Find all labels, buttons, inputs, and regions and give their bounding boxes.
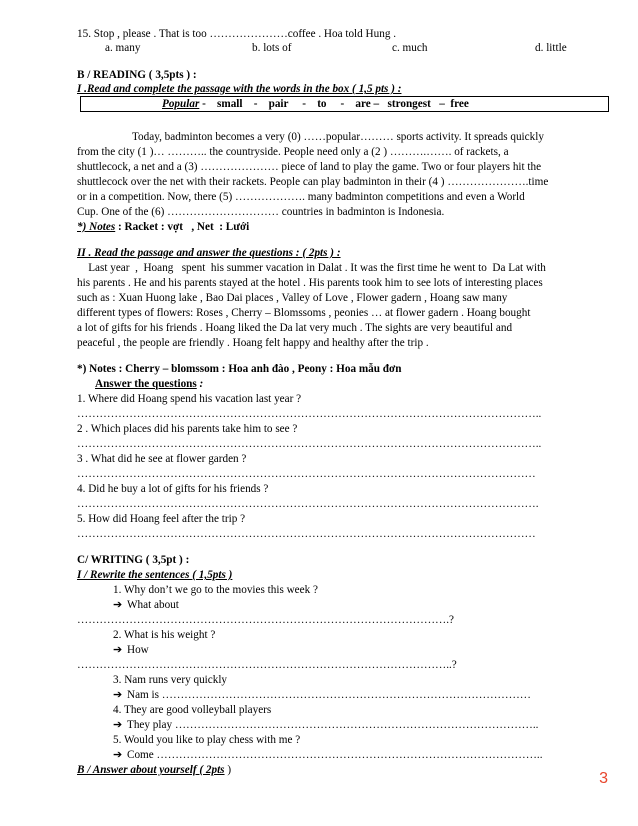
arrow-right-icon: ➔	[113, 719, 123, 731]
question-1: 1. Where did Hoang spend his vacation last year ?	[77, 393, 302, 405]
writing-part2-title	[77, 763, 231, 777]
option-c: c. much	[392, 42, 428, 54]
rewrite-1-line[interactable]: ……………………………………………………………………………………….?	[77, 614, 454, 626]
notes-2: *) Notes : Cherry – blomssom : Hoa anh đào , Peony : Hoa mẫu đơn	[77, 363, 402, 375]
rewrite-4-start: They play ……………………………………………………………………………………..	[127, 719, 539, 731]
rewrite-1: 1. Why don’t we go to the movies this week ?	[113, 584, 318, 596]
page-number: 3	[599, 770, 608, 787]
rewrite-1-prompt	[113, 598, 179, 612]
rewrite-2: 2. What is his weight ?	[113, 629, 216, 641]
rewrite-3-start: Nam is ………………………………………………………………………………………	[127, 689, 531, 701]
question-15: 15. Stop , please . That is too …………………coffee . Hoa told Hung .	[77, 28, 397, 40]
para2-line-2: his parents . He and his parents stayed at the hotel . His parents took him to see lots of interesting places	[77, 277, 543, 289]
writing-part1-title: I / Rewrite the sentences ( 1,5pts )	[77, 569, 233, 581]
answer-title-text: Answer the questions	[95, 378, 197, 390]
rewrite-5-prompt[interactable]	[113, 748, 543, 762]
rewrite-3-prompt[interactable]	[113, 688, 531, 702]
answer-title	[95, 377, 203, 391]
para1-line-5: or in a competition. Now, there (5) ………………. many badminton competitions and even a World	[77, 191, 525, 203]
answer-line-3[interactable]: ……………………………………………………………………………………………………………	[77, 468, 536, 480]
para2-line-1: Last year , Hoang spent his summer vacation in Dalat . It was the first time he went to Da Lat with	[77, 262, 546, 274]
para2-line-6: peaceful , the people are friendly . Hoang felt happy and healthy after the trip .	[77, 337, 429, 349]
arrow-right-icon: ➔	[113, 599, 123, 611]
arrow-right-icon: ➔	[113, 689, 123, 701]
notes-label: *) Notes	[77, 221, 116, 233]
option-a: a. many	[105, 42, 141, 54]
reading-part1-title: I .Read and complete the passage with the words in the box ( 1,5 pts ) :	[77, 83, 402, 95]
question-4: 4. Did he buy a lot of gifts for his friends ?	[77, 483, 269, 495]
para1-line-1: Today, badminton becomes a very (0) ……popular……… sports activity. It spreads quickly	[132, 131, 544, 143]
rewrite-2-prompt	[113, 643, 149, 657]
para1-line-4: shuttlecock over the net with their rackets. People can play badminton in their (4 ) ………………….time	[77, 176, 549, 188]
para1-line-6: Cup. One of the (6) ………………………… countries in badminton is Indonesia.	[77, 206, 445, 218]
word-box-rest: - small - pair - to - are – strongest – free	[199, 98, 469, 110]
writing-part2-tail: )	[224, 764, 232, 776]
option-d: d. little	[535, 42, 567, 54]
rewrite-2-line[interactable]: ………………………………………………………………………………………..?	[77, 659, 457, 671]
rewrite-2-start: How	[127, 644, 149, 656]
rewrite-1-start: What about	[127, 599, 179, 611]
answer-line-5[interactable]: ……………………………………………………………………………………………………………	[77, 528, 536, 540]
word-box-first: Popular	[162, 98, 200, 110]
answer-line-1[interactable]: ……………………………………………………………………………………………………………..	[77, 408, 542, 420]
rewrite-3: 3. Nam runs very quickly	[113, 674, 228, 686]
reading-part2-title: II . Read the passage and answer the questions : ( 2pts ) :	[77, 247, 341, 259]
reading-heading: B / READING ( 3,5pts ) :	[77, 69, 197, 81]
para2-line-5: a lot of gifts for his friends . Hoang liked the Da lat very much . The sights are very beautiful and	[77, 322, 513, 334]
arrow-right-icon: ➔	[113, 644, 123, 656]
answer-line-4[interactable]: …………………………………………………………………………………………………………….	[77, 498, 539, 510]
rewrite-5-start: Come …………………………………………………………………………………………..	[127, 749, 543, 761]
notes-text: : Racket : vợt , Net : Lưới	[115, 221, 250, 233]
option-b: b. lots of	[252, 42, 292, 54]
writing-heading: C/ WRITING ( 3,5pt ) :	[77, 554, 190, 566]
para1-line-2: from the city (1 )… ……….. the countryside. People need only a (2 ) ……….……. of rackets, a	[77, 146, 509, 158]
notes-1	[77, 220, 249, 234]
question-5: 5. How did Hoang feel after the trip ?	[77, 513, 246, 525]
word-box-words	[162, 97, 469, 111]
rewrite-4-prompt[interactable]	[113, 718, 538, 732]
answer-line-2[interactable]: ……………………………………………………………………………………………………………..	[77, 438, 542, 450]
answer-title-colon: :	[196, 378, 204, 390]
arrow-right-icon: ➔	[113, 749, 123, 761]
rewrite-5: 5. Would you like to play chess with me ?	[113, 734, 301, 746]
para2-line-3: such as : Xuan Huong lake , Bao Dai places , Valley of Love , Flower gadern , Hoang saw many	[77, 292, 508, 304]
question-2: 2 . Which places did his parents take him to see ?	[77, 423, 298, 435]
rewrite-4: 4. They are good volleyball players	[113, 704, 272, 716]
para1-line-3: shuttlecock, a net and a (3) ………………… piece of land to play the game. Two or four players hit the	[77, 161, 542, 173]
writing-part2-text: B / Answer about yourself ( 2pts	[77, 764, 225, 776]
question-3: 3 . What did he see at flower garden ?	[77, 453, 247, 465]
para2-line-4: different types of flowers: Roses , Cherry – Blomssoms , peonies … at flower gadern . Hoang bought	[77, 307, 531, 319]
